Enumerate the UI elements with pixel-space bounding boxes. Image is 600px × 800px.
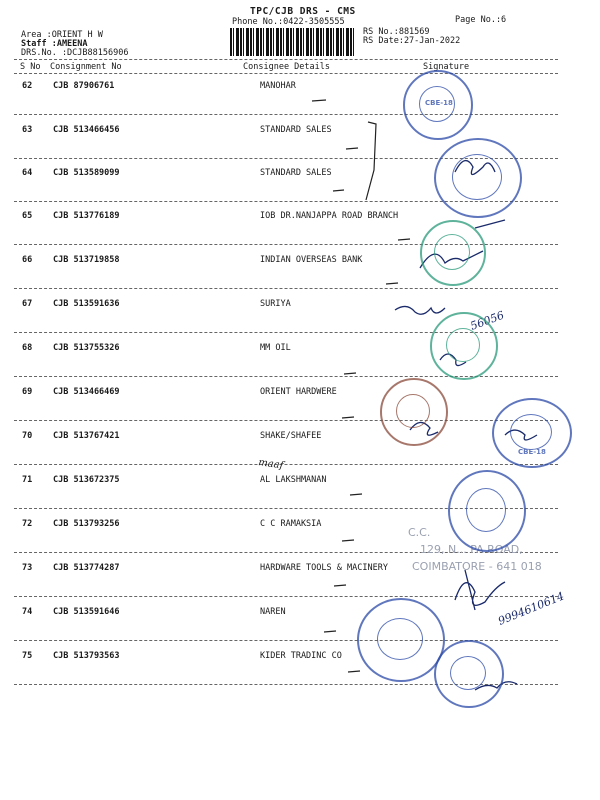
row-consignee: INDIAN OVERSEAS BANK [260,255,363,265]
drs-number: DRS.No. :DCJB88156906 [21,48,129,58]
col-header-consignment: Consignment No [50,62,122,72]
row-sno: 69 [22,387,33,397]
row-sno: 66 [22,255,33,265]
row-consignment-no: CJB 513767421 [53,431,120,441]
row-sno: 70 [22,431,33,441]
row-sno: 74 [22,607,33,617]
handwritten-maaf: maaf [257,457,284,472]
row-consignment-no: CJB 513793256 [53,519,120,529]
row-sno: 67 [22,299,33,309]
row-consignee: STANDARD SALES [260,168,332,178]
row-consignment-no: CJB 513466469 [53,387,120,397]
rs-date: RS Date:27-Jan-2022 [363,36,461,46]
indian-overseas-stamp [420,220,486,286]
orient-hardware-stamp [380,378,448,446]
col-header-signature: Signature [423,62,470,72]
row-consignee: HARDWARE TOOLS & MACINERY [260,563,388,573]
staff-field: Staff :AMEENA [21,39,88,49]
row-sno: 73 [22,563,33,573]
row-consignment-no: CJB 513591646 [53,607,120,617]
standard-sales-stamp [434,138,522,218]
row-consignment-no: CJB 513589099 [53,168,120,178]
handwritten-number: 56056 [468,308,506,333]
row-consignment-no: CJB 513672375 [53,475,120,485]
col-header-consignee: Consignee Details [243,62,330,72]
svg-text:COIMBATORE - 641 018: COIMBATORE - 641 018 [412,560,542,573]
row-consignment-no: CJB 513466456 [53,125,120,135]
hospital-stamp: CBE-18 [403,70,473,140]
row-consignment-no: CJB 87906761 [53,81,115,91]
row-consignee: STANDARD SALES [260,125,332,135]
row-consignment-no: CJB 513793563 [53,651,120,661]
svg-text:C.C.: C.C. [408,526,431,539]
document-title: TPC/CJB DRS - CMS [250,6,356,17]
row-sno: 72 [22,519,33,529]
page-number: Page No.:6 [455,15,507,25]
row-sno: 68 [22,343,33,353]
lakshmanan-stamp [448,470,526,552]
row-consignee: MM OIL [260,343,291,353]
mm-oil-stamp [430,312,498,380]
row-consignee: SURIYA [260,299,291,309]
row-sno: 71 [22,475,33,485]
col-header-sno: S No [20,62,41,72]
row-consignee: ORIENT HARDWERE [260,387,337,397]
area-field: Area :ORIENT H W [21,30,103,40]
rs-number: RS No.:881569 [363,27,430,37]
row-sno: 65 [22,211,33,221]
bracket-mark [366,122,376,200]
row-consignee: IOB DR.NANJAPPA ROAD BRANCH [260,211,399,221]
row-sno: 63 [22,125,33,135]
phone-number: Phone No.:0422-3505555 [232,17,345,27]
maap-instrumentation-stamp: CBE-18 [492,398,572,468]
row-consignee: SHAKE/SHAFEE [260,431,322,441]
row-consignee: C C RAMAKSIA [260,519,322,529]
handwritten-phone: 9994610614 [496,589,567,628]
row-consignment-no: CJB 513774287 [53,563,120,573]
kider-trading-stamp [434,640,504,708]
row-consignee: AL LAKSHMANAN [260,475,327,485]
row-sno: 75 [22,651,33,661]
row-consignee: KIDER TRADINC CO [260,651,342,661]
naren-electronics-stamp [357,598,445,682]
row-consignee: NAREN [260,607,286,617]
row-consignment-no: CJB 513719858 [53,255,120,265]
row-consignment-no: CJB 513776189 [53,211,120,221]
row-consignment-no: CJB 513755326 [53,343,120,353]
row-consignment-no: CJB 513591636 [53,299,120,309]
svg-text:129, N... PA ROAD,: 129, N... PA ROAD, [420,543,523,556]
row-sno: 64 [22,168,33,178]
row-sno: 62 [22,81,33,91]
row-consignee: MANOHAR [260,81,296,91]
